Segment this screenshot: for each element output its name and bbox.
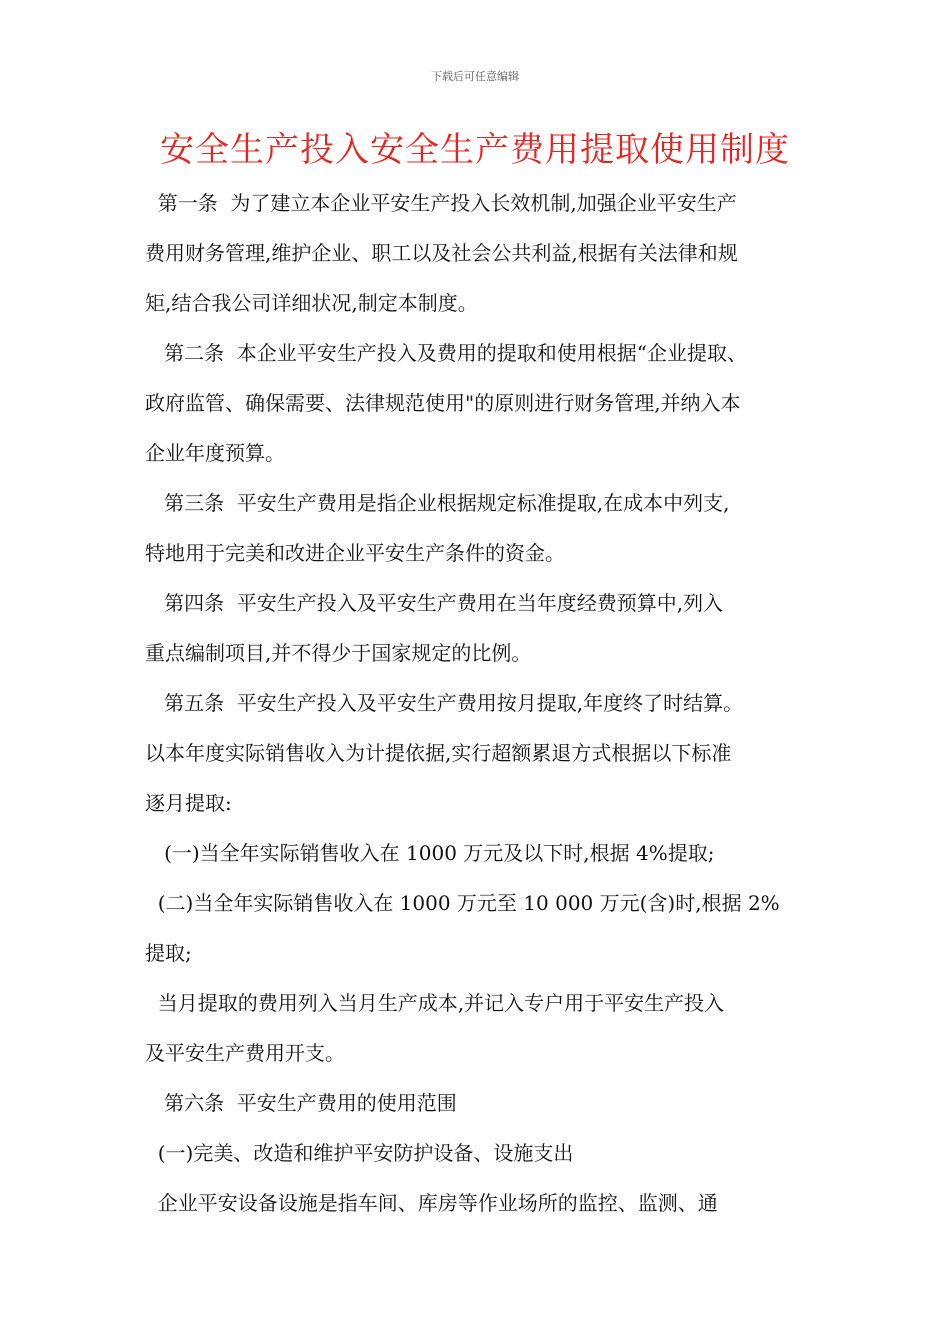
document-body bbox=[145, 178, 815, 1228]
paragraph-line: (一)当全年实际销售收入在 1000 万元及以下时,根据 4%提取; bbox=[145, 841, 715, 865]
paragraph-line: 以本年度实际销售收入为计提依据,实行超额累退方式根据以下标准 bbox=[145, 741, 732, 765]
paragraph-line: 企业年度预算。 bbox=[145, 441, 285, 465]
paragraph-line: 当月提取的费用列入当月生产成本,并记入专户用于平安生产投入 bbox=[145, 991, 725, 1015]
paragraph bbox=[145, 828, 815, 878]
paragraph-line: 第六条 平安生产费用的使用范围 bbox=[145, 1091, 457, 1115]
paragraph-line: 提取; bbox=[145, 941, 192, 965]
paragraph-line: 重点编制项目,并不得少于国家规定的比例。 bbox=[145, 641, 532, 665]
paragraph-line: 第三条 平安生产费用是指企业根据规定标准提取,在成本中列支, bbox=[145, 491, 730, 515]
paragraph bbox=[145, 178, 815, 328]
paragraph-line: 政府监管、确保需要、法律规范使用"的原则进行财务管理,并纳入本 bbox=[145, 391, 741, 415]
paragraph-line: 特地用于完美和改进企业平安生产条件的资金。 bbox=[145, 541, 565, 565]
paragraph-line: (二)当全年实际销售收入在 1000 万元至 10 000 万元(含)时,根据 2% bbox=[145, 891, 780, 915]
paragraph bbox=[145, 328, 815, 478]
paragraph bbox=[145, 478, 815, 578]
paragraph bbox=[145, 978, 815, 1078]
paragraph-line: 矩,结合我公司详细状况,制定本制度。 bbox=[145, 291, 478, 315]
paragraph bbox=[145, 1178, 815, 1228]
paragraph-line: (一)完美、改造和维护平安防护设备、设施支出 bbox=[145, 1141, 574, 1165]
paragraph bbox=[145, 678, 815, 828]
paragraph bbox=[145, 578, 815, 678]
paragraph bbox=[145, 1078, 815, 1128]
paragraph-line: 费用财务管理,维护企业、职工以及社会公共利益,根据有关法律和规 bbox=[145, 241, 738, 265]
header-note: 下载后可任意编辑 bbox=[431, 70, 519, 83]
document-title: 安全生产投入安全生产费用提取使用制度 bbox=[160, 130, 790, 170]
paragraph-line: 第二条 本企业平安生产投入及费用的提取和使用根据“企业提取、 bbox=[145, 341, 748, 365]
paragraph bbox=[145, 1128, 815, 1178]
paragraph bbox=[145, 878, 815, 978]
paragraph-line: 逐月提取: bbox=[145, 791, 232, 815]
paragraph-line: 及平安生产费用开支。 bbox=[145, 1041, 345, 1065]
paragraph-line: 第五条 平安生产投入及平安生产费用按月提取,年度终了时结算。 bbox=[145, 691, 744, 715]
paragraph-line: 企业平安设备设施是指车间、库房等作业场所的监控、监测、通 bbox=[145, 1191, 718, 1215]
paragraph-line: 第四条 平安生产投入及平安生产费用在当年度经费预算中,列入 bbox=[145, 591, 724, 615]
paragraph-line: 第一条 为了建立本企业平安生产投入长效机制,加强企业平安生产 bbox=[145, 191, 737, 215]
